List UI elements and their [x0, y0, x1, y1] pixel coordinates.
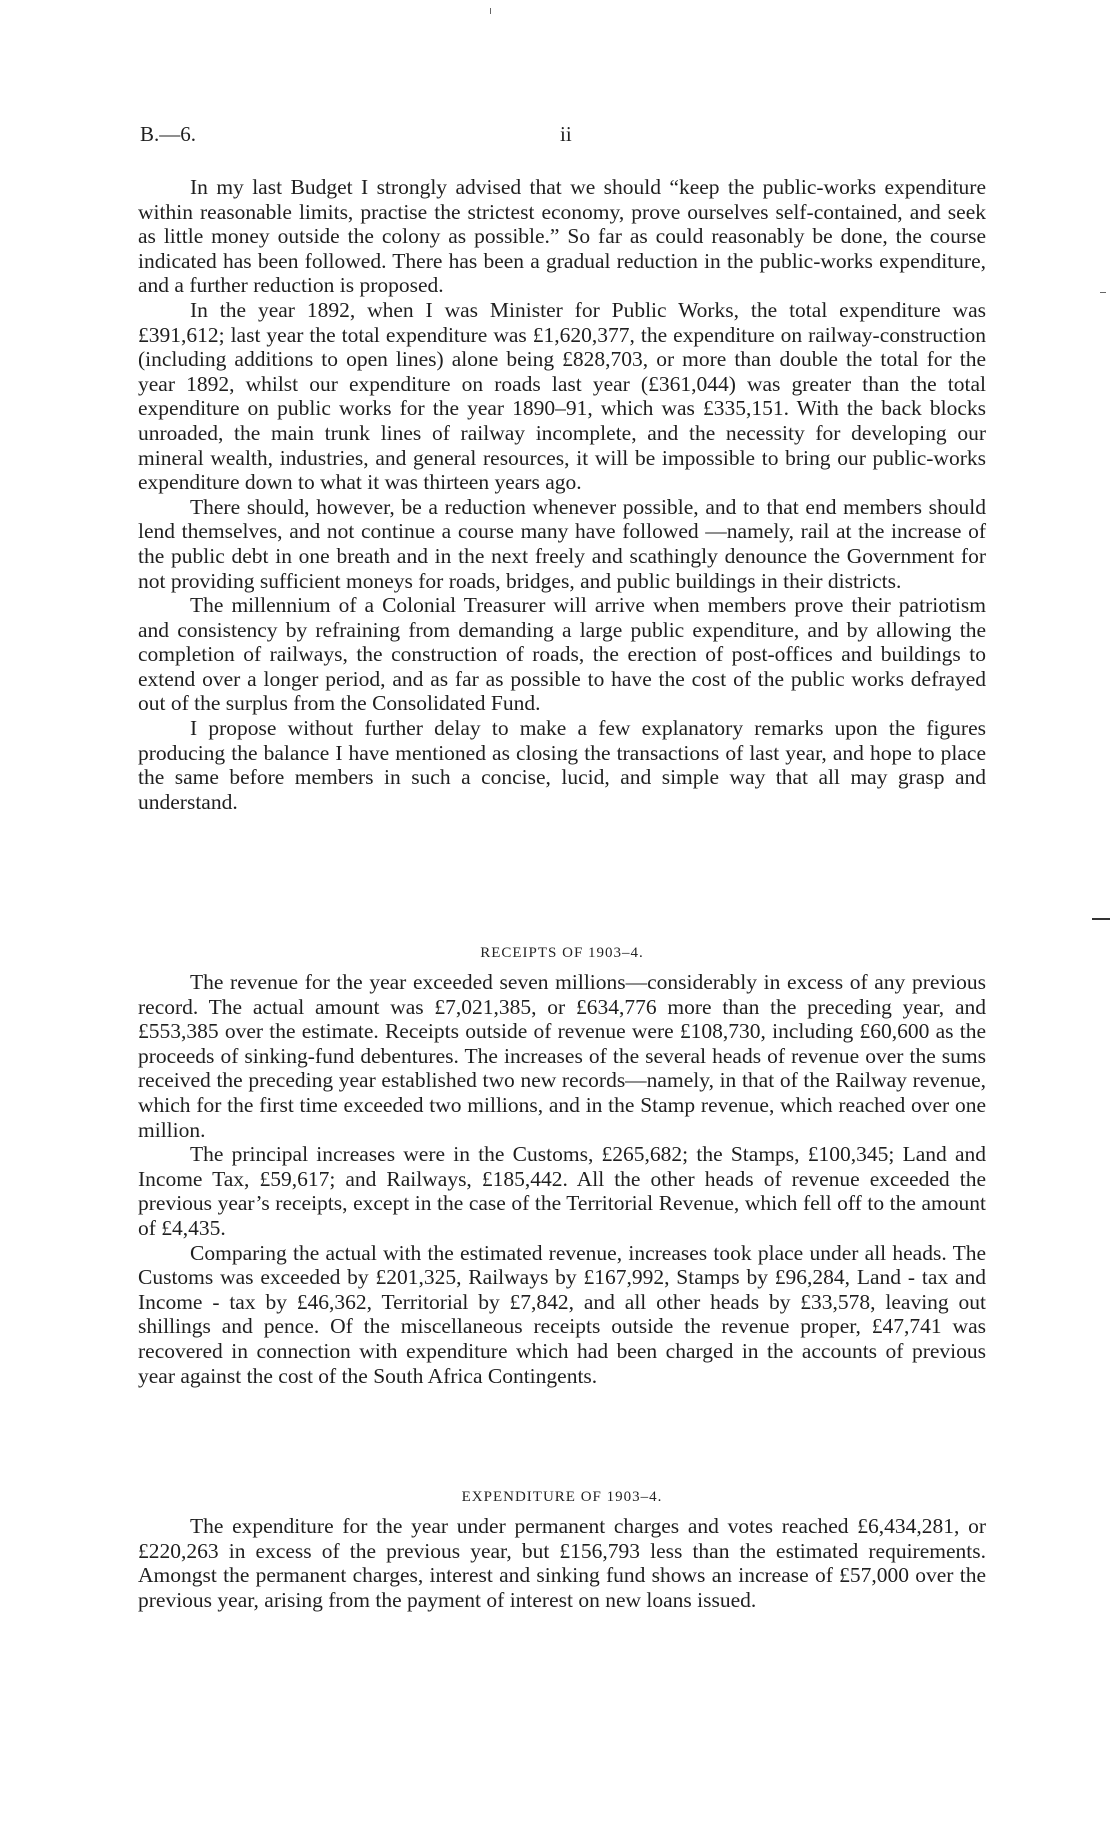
- section-heading-receipts: RECEIPTS OF 1903–4.: [480, 945, 644, 961]
- page-number: ii: [560, 122, 572, 146]
- scan-mark-right: [1100, 292, 1106, 293]
- paragraph: The expenditure for the year under permanent charges and votes reached £6,434,281, or £220,263 in excess of the previous year, but £156,793 less than the estimated requirements. Amongst the permanent charges, interest and sinking fund shows an increase of £57,000 over the previous year, arising from the payment of interest on new loans issued.: [138, 1514, 986, 1612]
- paragraph: The principal increases were in the Customs, £265,682; the Stamps, £100,345; Land and Income Tax, £59,617; and Railways, £185,442. All the other heads of revenue exceeded the previous year’s receipts, except in the case of the Territorial Revenue, which fell off to the amount of £4,435.: [138, 1142, 986, 1240]
- paragraph: I propose without further delay to make a few explanatory remarks upon the figures producing the balance I have mentioned as closing the transactions of last year, and hope to place the same before members in such a concise, lucid, and simple way that all may grasp and understand.: [138, 716, 986, 814]
- receipts-section: [138, 970, 986, 1388]
- paragraph: There should, however, be a reduction whenever possible, and to that end members should lend themselves, and not continue a course many have followed —namely, rail at the increase of the public debt in one breath and in the next freely and scathingly denounce the Government for not providing sufficient moneys for roads, bridges, and public buildings in their districts.: [138, 494, 986, 593]
- document-reference: B.—6.: [140, 122, 197, 146]
- paragraph: In the year 1892, when I was Minister for Public Works, the total expenditure was £391,612; last year the total expenditure was £1,620,377, the expenditure on railway-construction (including additions to open lines) alone being £828,703, or more than double the total for the year 1892, whilst our expenditure on roads last year (£361,044) was greater than the total expenditure on public works for the year 1890–91, which was £335,151. With the back blocks unroaded, the main trunk lines of railway incomplete, and the necessity for developing our mineral wealth, industries, and general resources, it will be impossible to bring our public-works expenditure down to what it was thirteen years ago.: [138, 297, 986, 495]
- expenditure-section: [138, 1514, 986, 1612]
- section-heading-expenditure: EXPENDITURE OF 1903–4.: [461, 1489, 663, 1505]
- page-header: [140, 122, 985, 152]
- paragraph: Comparing the actual with the estimated revenue, increases took place under all heads. The Customs was exceeded by £201,325, Railways by £167,992, Stamps by £96,284, Land - tax and Income - tax by £46,362, Territorial by £7,842, and all other heads by £33,578, leaving out shillings and pence. Of the miscellaneous receipts outside the revenue proper, £47,741 was recovered in connection with expenditure which had been charged in the accounts of previous year against the cost of the South Africa Contingents.: [138, 1240, 986, 1388]
- paragraph: In my last Budget I strongly advised that we should “keep the public-works expenditure within reasonable limits, practise the strictest economy, prove ourselves self-contained, and seek as little money outside the colony as possible.” So far as could reasonably be done, the course indicated has been followed. There has been a gradual reduction in the public-works expenditure, and a further reduction is proposed.: [138, 175, 986, 298]
- paragraph: The revenue for the year exceeded seven millions—considerably in excess of any previous record. The actual amount was £7,021,385, or £634,776 more than the preceding year, and £553,385 over the estimate. Receipts outside of revenue were £108,730, including £60,600 as the proceeds of sinking-fund debentures. The increases of the several heads of revenue over the sums received the preceding year established two new records—namely, in that of the Railway revenue, which for the first time exceeded two millions, and in the Stamp revenue, which reached over one million.: [138, 970, 986, 1142]
- scan-mark-right-dash: [1092, 918, 1110, 920]
- scan-mark-top: [490, 8, 491, 14]
- intro-section: [138, 175, 986, 814]
- paragraph: The millennium of a Colonial Treasurer will arrive when members prove their patriotism and consistency by refraining from demanding a large public expenditure, and by allowing the completion of railways, the construction of roads, the erection of post-offices and buildings to extend over a longer period, and as far as possible to have the cost of the public works defrayed out of the surplus from the Consolidated Fund.: [138, 593, 986, 716]
